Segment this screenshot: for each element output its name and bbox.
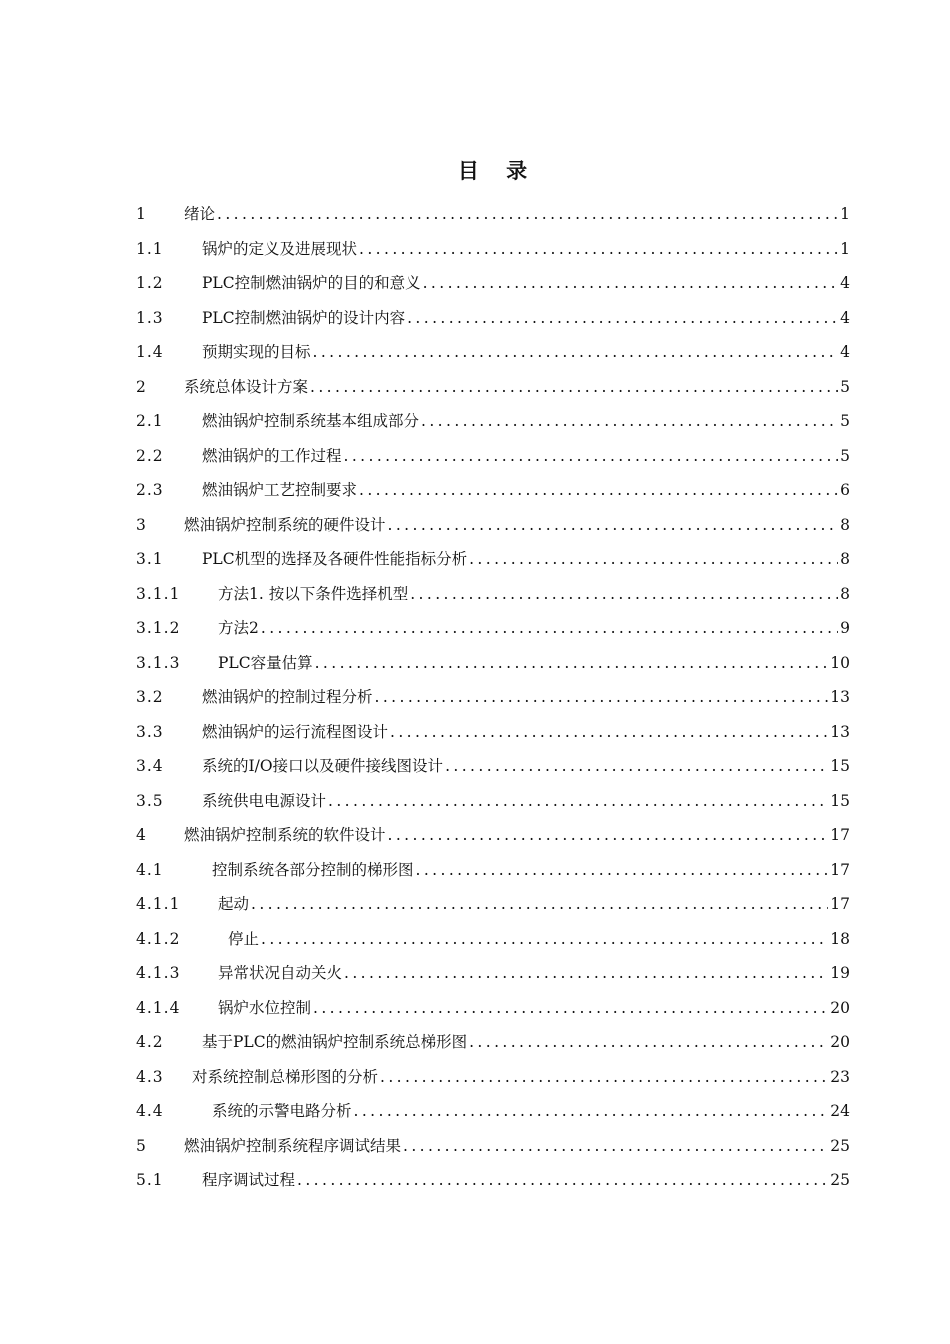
toc-entry[interactable] bbox=[136, 614, 850, 649]
toc-entry-title: 燃油锅炉控制系统基本组成部分 bbox=[202, 412, 420, 430]
toc-entry-title: 燃油锅炉的工作过程 bbox=[202, 446, 342, 465]
toc-entry[interactable] bbox=[136, 373, 850, 408]
toc-leader-dots bbox=[359, 476, 838, 504]
toc-entry[interactable] bbox=[136, 925, 850, 960]
toc-entry[interactable] bbox=[136, 442, 850, 477]
toc-entry[interactable] bbox=[136, 269, 850, 304]
toc-entry-number: 3.1.1 bbox=[136, 584, 181, 603]
toc-entry[interactable] bbox=[136, 200, 850, 235]
toc-leader-dots bbox=[407, 304, 838, 332]
toc-entry[interactable] bbox=[136, 545, 850, 580]
toc-entry-page: 8 bbox=[840, 550, 850, 568]
toc-entry-title: 系统总体设计方案 bbox=[184, 377, 309, 396]
toc-list bbox=[136, 200, 850, 1201]
toc-entry-title: 燃油锅炉的运行流程图设计 bbox=[202, 722, 389, 741]
toc-entry-number: 3.1.2 bbox=[136, 619, 181, 637]
toc-leader-dots bbox=[344, 959, 828, 987]
toc-entry-page: 20 bbox=[830, 1033, 850, 1051]
toc-leader-dots bbox=[469, 1028, 828, 1056]
toc-leader-dots bbox=[388, 511, 839, 539]
toc-entry-page: 5 bbox=[840, 377, 850, 396]
toc-entry-number: 4.1 bbox=[136, 860, 164, 879]
toc-entry-title: 预期实现的目标 bbox=[202, 343, 311, 361]
toc-entry-number: 1.2 bbox=[136, 274, 164, 292]
toc-entry[interactable] bbox=[136, 821, 850, 856]
toc-entry-number: 5.1 bbox=[136, 1171, 164, 1189]
toc-entry[interactable] bbox=[136, 1063, 850, 1098]
toc-leader-dots bbox=[315, 649, 829, 677]
toc-leader-dots bbox=[380, 1063, 828, 1091]
toc-entry-number: 4.2 bbox=[136, 1033, 164, 1051]
toc-leader-dots bbox=[410, 580, 838, 608]
toc-entry[interactable] bbox=[136, 1028, 850, 1063]
toc-leader-dots bbox=[217, 200, 838, 228]
toc-entry-page: 4 bbox=[840, 343, 850, 361]
toc-entry-title: 起动 bbox=[218, 895, 250, 913]
toc-entry-title: 基于PLC的燃油锅炉控制系统总梯形图 bbox=[202, 1033, 468, 1051]
toc-entry-page: 17 bbox=[830, 895, 850, 913]
toc-entry-number: 3.1.3 bbox=[136, 653, 181, 672]
toc-entry-title: 方法2 bbox=[218, 619, 259, 637]
toc-entry-page: 6 bbox=[840, 481, 850, 499]
toc-entry[interactable] bbox=[136, 338, 850, 373]
toc-entry[interactable] bbox=[136, 856, 850, 891]
toc-entry-number: 3.4 bbox=[136, 757, 164, 775]
toc-entry[interactable] bbox=[136, 683, 850, 718]
toc-entry-number: 2.1 bbox=[136, 412, 164, 430]
toc-entry-title: 系统供电电源设计 bbox=[202, 791, 327, 810]
toc-entry[interactable] bbox=[136, 476, 850, 511]
toc-entry-number: 1.4 bbox=[136, 343, 164, 361]
toc-entry-number: 3.1 bbox=[136, 550, 164, 568]
toc-entry-page: 15 bbox=[830, 791, 850, 810]
toc-entry-page: 25 bbox=[830, 1136, 850, 1155]
toc-leader-dots bbox=[297, 1166, 828, 1194]
toc-leader-dots bbox=[416, 856, 829, 884]
toc-entry-number: 3.5 bbox=[136, 791, 164, 810]
toc-entry-number: 4.1.2 bbox=[136, 929, 181, 948]
toc-entry-title: 停止 bbox=[228, 929, 260, 948]
toc-entry-title: 锅炉的定义及进展现状 bbox=[202, 239, 358, 258]
toc-entry-title: 方法1. 按以下条件选择机型 bbox=[218, 584, 409, 603]
toc-entry-page: 9 bbox=[840, 619, 850, 637]
toc-entry[interactable] bbox=[136, 1097, 850, 1132]
toc-entry-page: 17 bbox=[830, 860, 850, 879]
toc-leader-dots bbox=[469, 545, 838, 573]
toc-entry[interactable] bbox=[136, 580, 850, 615]
toc-entry-title: 燃油锅炉工艺控制要求 bbox=[202, 481, 358, 499]
toc-entry-page: 20 bbox=[830, 998, 850, 1017]
toc-entry[interactable] bbox=[136, 511, 850, 546]
toc-entry-number: 1.3 bbox=[136, 308, 164, 327]
toc-entry-number: 4 bbox=[136, 826, 147, 844]
toc-leader-dots bbox=[445, 752, 828, 780]
toc-entry-page: 5 bbox=[840, 446, 850, 465]
toc-entry-title: 燃油锅炉的控制过程分析 bbox=[202, 688, 373, 706]
toc-entry-title: 燃油锅炉控制系统程序调试结果 bbox=[184, 1136, 402, 1155]
toc-entry-title: 绪论 bbox=[184, 205, 216, 223]
toc-leader-dots bbox=[354, 1097, 829, 1125]
toc-entry-page: 8 bbox=[840, 584, 850, 603]
toc-entry[interactable] bbox=[136, 235, 850, 270]
toc-entry-title: 燃油锅炉控制系统的软件设计 bbox=[184, 826, 386, 844]
toc-leader-dots bbox=[421, 407, 838, 435]
toc-entry-page: 23 bbox=[830, 1067, 850, 1086]
toc-title: 目 录 bbox=[457, 159, 538, 183]
toc-leader-dots bbox=[261, 614, 838, 642]
toc-entry-page: 5 bbox=[840, 412, 850, 430]
toc-leader-dots bbox=[359, 235, 838, 263]
toc-entry[interactable] bbox=[136, 994, 850, 1029]
toc-entry-number: 3.3 bbox=[136, 722, 164, 741]
toc-leader-dots bbox=[390, 718, 828, 746]
toc-entry-title: PLC机型的选择及各硬件性能指标分析 bbox=[202, 550, 468, 568]
toc-entry-number: 4.1.1 bbox=[136, 895, 181, 913]
toc-entry-page: 18 bbox=[830, 929, 850, 948]
toc-entry[interactable] bbox=[136, 1132, 850, 1167]
toc-entry[interactable] bbox=[136, 890, 850, 925]
toc-leader-dots bbox=[403, 1132, 828, 1160]
toc-entry-number: 1 bbox=[136, 205, 147, 223]
toc-entry-title: 燃油锅炉控制系统的硬件设计 bbox=[184, 515, 386, 534]
toc-entry-page: 25 bbox=[830, 1171, 850, 1189]
toc-entry-title: PLC控制燃油锅炉的设计内容 bbox=[202, 308, 406, 327]
toc-leader-dots bbox=[251, 890, 828, 918]
toc-entry[interactable] bbox=[136, 959, 850, 994]
toc-entry-number: 4.4 bbox=[136, 1102, 164, 1120]
toc-entry-title: 锅炉水位控制 bbox=[218, 998, 312, 1017]
toc-leader-dots bbox=[310, 373, 838, 401]
toc-entry-number: 2.2 bbox=[136, 446, 164, 465]
toc-entry[interactable] bbox=[136, 718, 850, 753]
toc-entry[interactable] bbox=[136, 304, 850, 339]
toc-entry-number: 3.2 bbox=[136, 688, 164, 706]
toc-entry-page: 1 bbox=[840, 205, 850, 223]
toc-leader-dots bbox=[313, 338, 839, 366]
toc-entry-number: 4.1.4 bbox=[136, 998, 181, 1017]
toc-entry-title: PLC容量估算 bbox=[218, 653, 313, 672]
toc-entry[interactable] bbox=[136, 649, 850, 684]
toc-entry-page: 1 bbox=[840, 239, 850, 258]
toc-entry-title: 异常状况自动关火 bbox=[218, 964, 343, 982]
toc-leader-dots bbox=[313, 994, 828, 1022]
toc-leader-dots bbox=[375, 683, 829, 711]
toc-entry-page: 17 bbox=[830, 826, 850, 844]
toc-entry[interactable] bbox=[136, 752, 850, 787]
toc-entry[interactable] bbox=[136, 787, 850, 822]
toc-entry-title: 程序调试过程 bbox=[202, 1171, 296, 1189]
toc-entry-page: 24 bbox=[830, 1102, 850, 1120]
toc-entry-number: 2.3 bbox=[136, 481, 164, 499]
toc-entry-page: 10 bbox=[830, 653, 850, 672]
toc-entry-page: 13 bbox=[830, 688, 850, 706]
toc-leader-dots bbox=[388, 821, 829, 849]
toc-entry-title: 系统的I/O接口以及硬件接线图设计 bbox=[202, 757, 444, 775]
toc-entry[interactable] bbox=[136, 407, 850, 442]
toc-entry-number: 4.3 bbox=[136, 1067, 164, 1086]
toc-entry-title: 控制系统各部分控制的梯形图 bbox=[212, 860, 414, 879]
toc-entry-page: 4 bbox=[840, 274, 850, 292]
toc-entry-page: 19 bbox=[830, 964, 850, 982]
toc-leader-dots bbox=[261, 925, 828, 953]
toc-entry-page: 15 bbox=[830, 757, 850, 775]
toc-entry-page: 4 bbox=[840, 308, 850, 327]
toc-leader-dots bbox=[344, 442, 839, 470]
toc-leader-dots bbox=[423, 269, 839, 297]
toc-entry-number: 4.1.3 bbox=[136, 964, 181, 982]
toc-entry-title: 对系统控制总梯形图的分析 bbox=[192, 1067, 379, 1086]
toc-leader-dots bbox=[328, 787, 828, 815]
toc-entry-page: 8 bbox=[840, 515, 850, 534]
toc-entry-title: PLC控制燃油锅炉的目的和意义 bbox=[202, 274, 421, 292]
toc-entry[interactable] bbox=[136, 1166, 850, 1201]
toc-entry-number: 3 bbox=[136, 515, 147, 534]
toc-entry-page: 13 bbox=[830, 722, 850, 741]
toc-entry-number: 5 bbox=[136, 1136, 147, 1155]
toc-entry-number: 2 bbox=[136, 377, 147, 396]
toc-entry-number: 1.1 bbox=[136, 239, 164, 258]
toc-entry-title: 系统的示警电路分析 bbox=[212, 1102, 352, 1120]
